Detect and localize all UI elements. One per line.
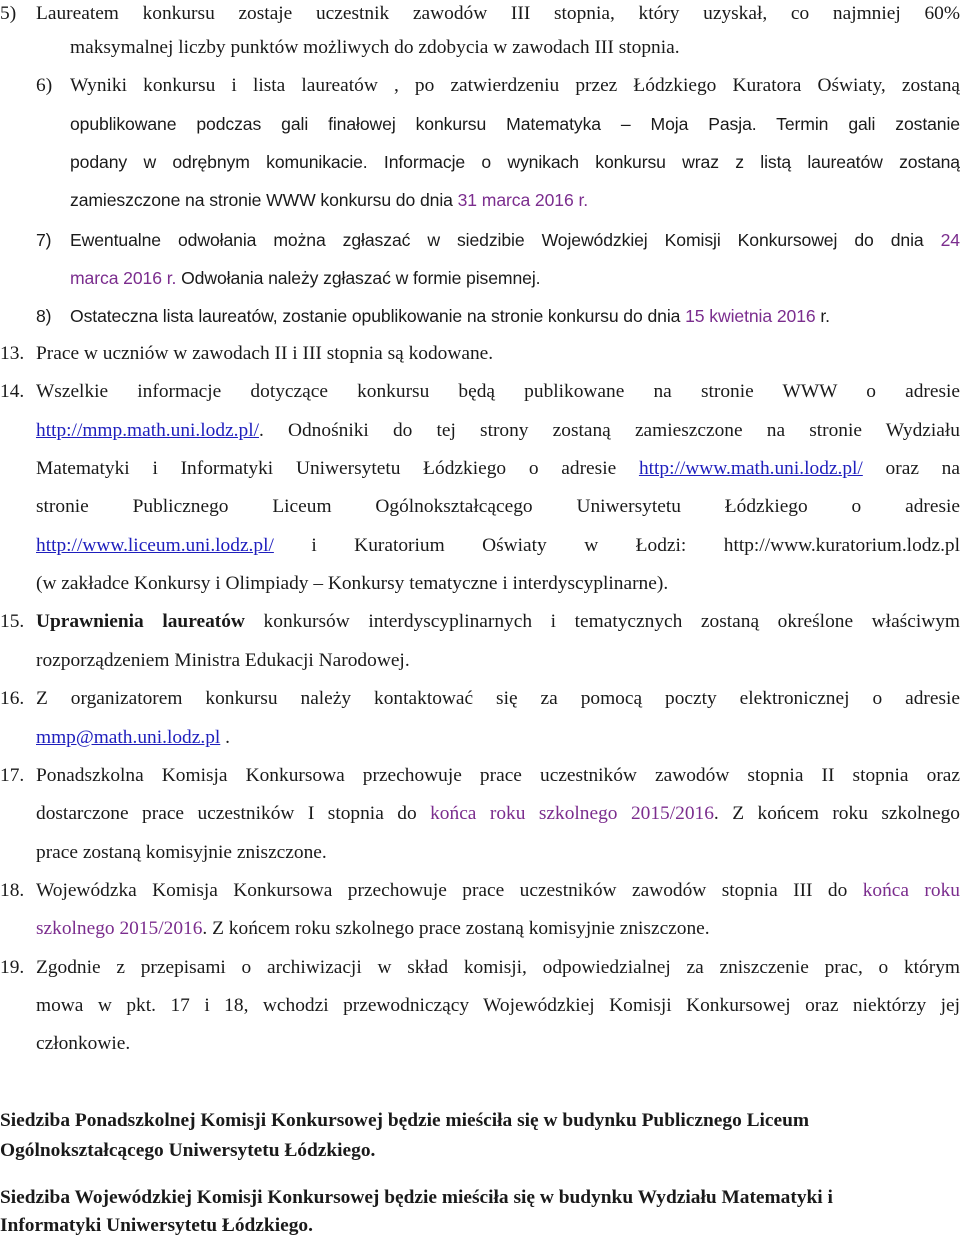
highlight-date: marca 2016 r. — [70, 268, 177, 288]
footer-note-1-line-1 — [0, 1107, 960, 1135]
item-number: 6) — [36, 75, 53, 96]
text-segment: . Z końcem roku szkolnego — [713, 803, 960, 824]
item-number: 14. — [0, 381, 25, 402]
item-text — [70, 226, 960, 254]
text-segment: dostarczone prace uczestników I stopnia do — [36, 803, 431, 824]
item-text: Zgodnie z przepisami o archiwizacji w skład komisji, odpowiedzialnej za zniszczenie prac, o którym — [36, 957, 960, 978]
item-8-line-1 — [0, 302, 960, 330]
item-text: (w zakładce Konkursy i Olimpiady – Konkursy tematyczne i interdyscyplinarne). — [36, 573, 669, 594]
item-text — [70, 264, 540, 292]
item-15-line-1 — [0, 608, 960, 636]
item-19-line-2 — [0, 992, 960, 1020]
item-7-line-1 — [0, 226, 960, 254]
text-segment: Ewentualne odwołania można zgłaszać w siedzibie Wojewódzkiej Komisji Konkursowej do dnia — [70, 230, 941, 250]
item-text — [36, 915, 710, 943]
text-segment: . Odnośniki do tej strony zostaną zamieszczone na stronie Wydziału — [258, 420, 960, 441]
footer-text: Siedziba Ponadszkolnej Komisji Konkursowej będzie mieściła się w budynku Publicznego Liceum — [0, 1110, 810, 1131]
item-6-line-4 — [0, 186, 960, 214]
item-13-line-1 — [0, 340, 960, 368]
item-text: maksymalnej liczby punktów możliwych do zdobycia w zawodach III stopnia. — [70, 37, 680, 58]
item-14-line-4 — [0, 493, 960, 521]
highlight-date: końca roku — [862, 880, 960, 901]
text-segment: Ostateczna lista laureatów, zostanie opublikowanie na stronie konkursu do dnia — [70, 306, 686, 326]
item-14-line-1 — [0, 378, 960, 406]
item-19-line-1 — [0, 954, 960, 982]
item-text: rozporządzeniem Ministra Edukacji Narodowej. — [36, 650, 410, 671]
item-text — [70, 186, 588, 214]
item-number: 15. — [0, 611, 25, 632]
item-17-line-2 — [0, 800, 960, 828]
text-segment: i Kuratorium Oświaty w Łodzi: http://www.kuratorium.lodz.pl — [273, 535, 960, 556]
item-text: prace zostaną komisyjnie zniszczone. — [36, 842, 327, 863]
item-number: 5) — [0, 3, 17, 24]
item-14-line-5 — [0, 532, 960, 560]
liceum-website-link[interactable]: http://www.liceum.uni.lodz.pl/ — [36, 535, 274, 556]
item-text: podany w odrębnym komunikacie. Informacje o wynikach konkursu wraz z listą laureatów zostaną — [70, 152, 960, 172]
item-number: 18. — [0, 880, 25, 901]
item-7-line-2 — [0, 264, 960, 292]
item-18-line-2 — [0, 915, 960, 943]
email-link[interactable]: mmp@math.uni.lodz.pl — [36, 727, 221, 748]
item-number: 19. — [0, 957, 25, 978]
item-text: stronie Publicznego Liceum Ogólnokształcącego Uniwersytetu Łódzkiego o adresie — [36, 496, 960, 517]
item-17-line-3 — [0, 839, 960, 867]
text-segment: zamieszczone na stronie WWW konkursu do dnia — [70, 190, 458, 210]
footer-note-1-line-2 — [0, 1137, 960, 1165]
item-16-line-1 — [0, 685, 960, 713]
item-number: 17. — [0, 765, 25, 786]
text-segment: Wojewódzka Komisja Konkursowa przechowuje prace uczestników zawodów stopnia III do — [36, 880, 863, 901]
item-text: członkowie. — [36, 1033, 131, 1054]
highlight-date: szkolnego 2015/2016 — [36, 918, 203, 939]
text-segment: . Z końcem roku szkolnego prace zostaną komisyjnie zniszczone. — [202, 918, 710, 939]
item-text — [36, 800, 960, 828]
item-text — [36, 608, 960, 636]
item-number: 16. — [0, 688, 25, 709]
item-19-line-3 — [0, 1030, 960, 1058]
item-text — [70, 302, 830, 330]
footer-note-2-line-2 — [0, 1212, 960, 1240]
highlight-date: 24 — [940, 230, 960, 250]
text-segment: Matematyki i Informatyki Uniwersytetu Łódzkiego o adresie — [36, 458, 639, 479]
highlight-date: 31 marca 2016 r. — [457, 190, 589, 210]
item-text: opublikowane podczas gali finałowej konkursu Matematyka – Moja Pasja. Termin gali zostanie — [70, 114, 960, 134]
item-15-line-2 — [0, 647, 960, 675]
item-16-line-2 — [0, 724, 960, 752]
mmp-website-link[interactable]: http://mmp.math.uni.lodz.pl/ — [36, 420, 259, 441]
math-faculty-link[interactable]: http://www.math.uni.lodz.pl/ — [638, 458, 863, 479]
text-segment: r. — [815, 306, 830, 326]
item-text — [36, 417, 960, 445]
item-text — [36, 724, 230, 752]
item-text — [36, 455, 960, 483]
item-14-line-2 — [0, 417, 960, 445]
highlight-date: końca roku szkolnego 2015/2016 — [430, 803, 714, 824]
item-5-line-1 — [0, 0, 960, 28]
bold-phrase: Uprawnienia laureatów — [36, 611, 245, 632]
text-segment: . — [220, 727, 230, 748]
item-number: 7) — [36, 230, 52, 250]
text-segment: oraz na — [862, 458, 960, 479]
footer-text: Siedziba Wojewódzkiej Komisji Konkursowej będzie mieściła się w budynku Wydziału Matematyki i — [0, 1187, 833, 1208]
item-14-line-6 — [0, 570, 960, 598]
item-text: mowa w pkt. 17 i 18, wchodzi przewodniczący Wojewódzkiej Komisji Konkursowej oraz niektórzy jej — [36, 995, 960, 1016]
item-14-line-3 — [0, 455, 960, 483]
highlight-date: 15 kwietnia 2016 — [685, 306, 816, 326]
item-6-line-3 — [0, 148, 960, 176]
footer-note-2-line-1 — [0, 1184, 960, 1212]
item-text — [36, 532, 960, 560]
footer-text: Ogólnokształcącego Uniwersytetu Łódzkiego. — [0, 1140, 376, 1161]
item-number: 8) — [36, 306, 52, 326]
item-text: Z organizatorem konkursu należy kontaktować się za pomocą poczty elektronicznej o adresie — [36, 688, 960, 709]
footer-text: Informatyki Uniwersytetu Łódzkiego. — [0, 1215, 313, 1236]
item-text: Laureatem konkursu zostaje uczestnik zawodów III stopnia, który uzyskał, co najmniej 60% — [36, 3, 960, 24]
item-5-line-2 — [0, 34, 960, 62]
item-text: Wyniki konkursu i lista laureatów , po zatwierdzeniu przez Łódzkiego Kuratora Oświaty, zostaną — [70, 75, 960, 96]
item-6-line-1 — [0, 72, 960, 100]
item-6-line-2 — [0, 110, 960, 138]
item-text: Prace w uczniów w zawodach II i III stopnia są kodowane. — [36, 343, 494, 364]
item-18-line-1 — [0, 877, 960, 905]
item-text: Ponadszkolna Komisja Konkursowa przechowuje prace uczestników zawodów stopnia II stopnia oraz — [36, 765, 960, 786]
text-segment: konkursów interdyscyplinarnych i tematycznych zostaną określone właściwym — [244, 611, 960, 632]
text-segment: Odwołania należy zgłaszać w formie pisemnej. — [176, 268, 541, 288]
item-text — [36, 877, 960, 905]
item-17-line-1 — [0, 762, 960, 790]
item-number: 13. — [0, 343, 25, 364]
item-text: Wszelkie informacje dotyczące konkursu będą publikowane na stronie WWW o adresie — [36, 381, 960, 402]
